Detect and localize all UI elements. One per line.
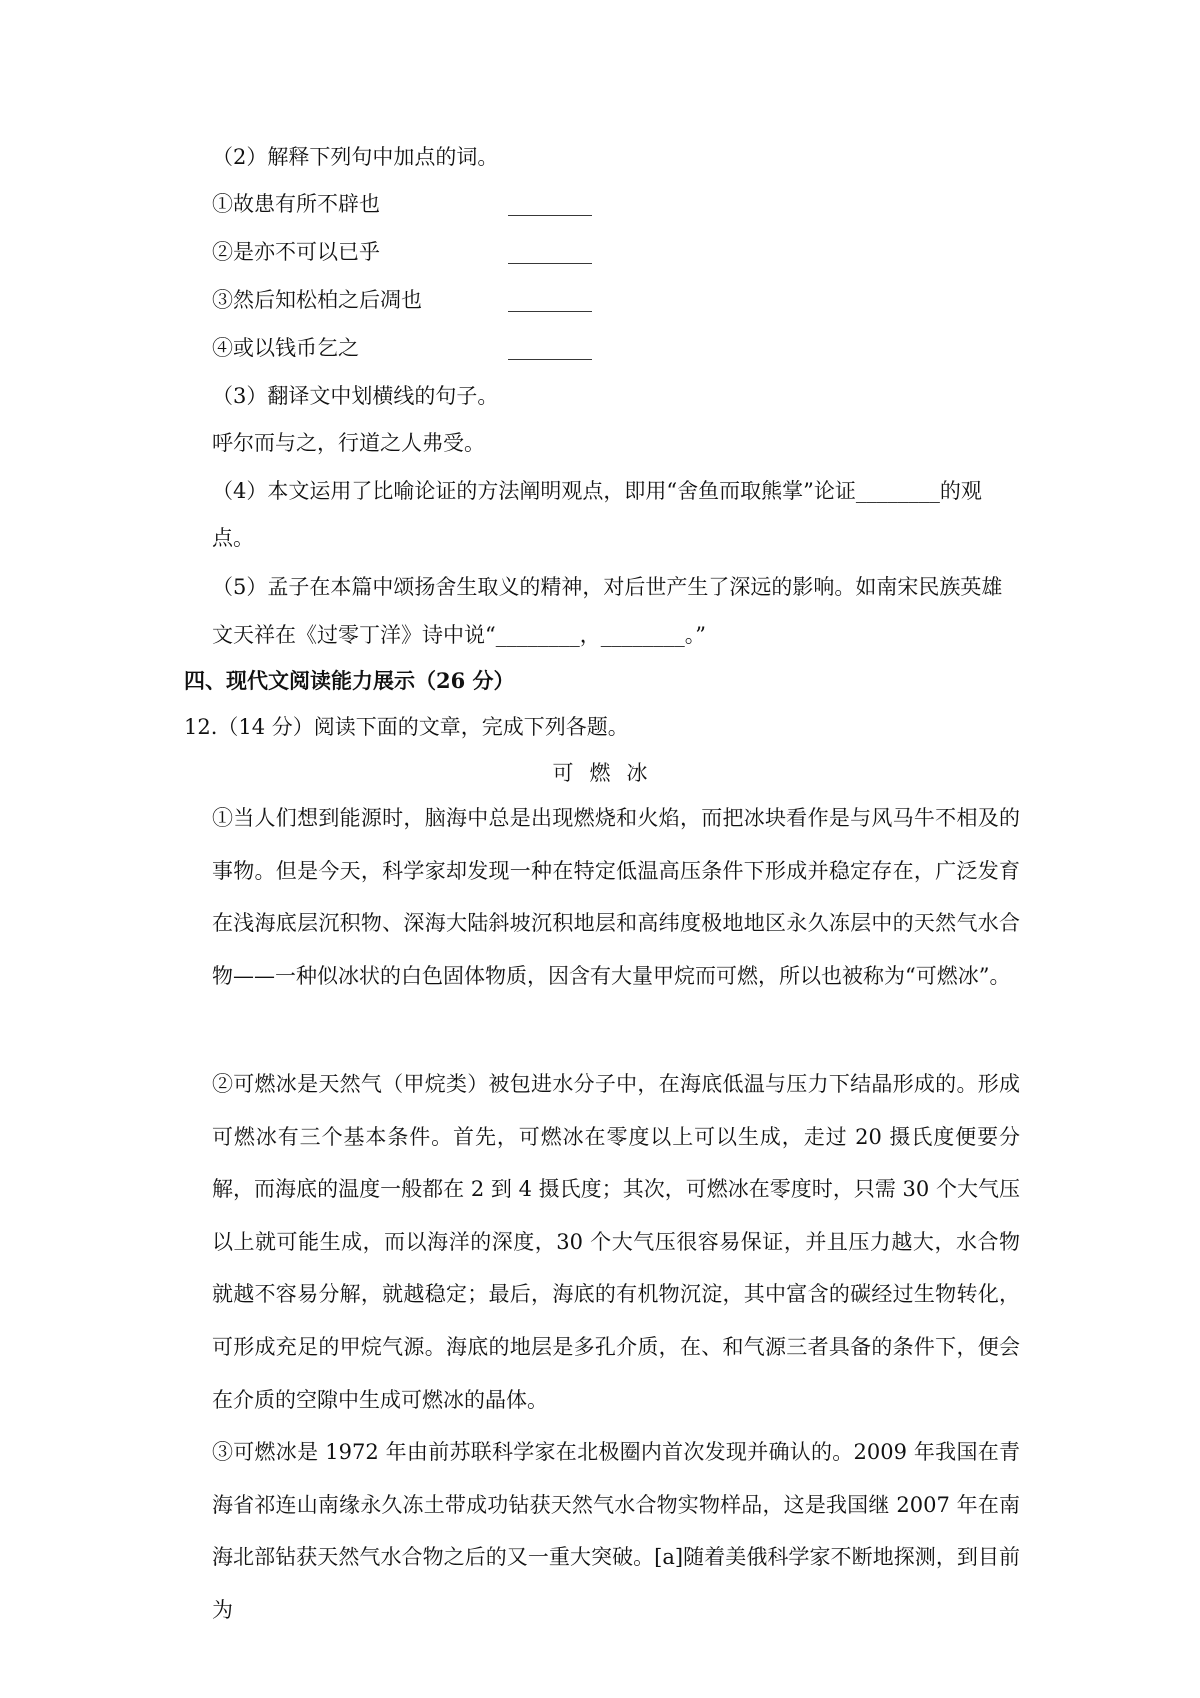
- q4-line-2: 点。: [212, 526, 254, 550]
- q2-heading: （2）解释下列句中加点的词。: [212, 145, 499, 169]
- q3-sentence: 呼尔而与之，行道之人弗受。: [212, 431, 485, 455]
- q2-item-2: ②是亦不可以已乎: [212, 240, 380, 264]
- q2-item-1-blank: ________: [508, 192, 592, 216]
- q2-item-2-blank: ________: [508, 240, 592, 264]
- q2-item-3-blank: ________: [508, 288, 592, 312]
- q2-item-1: ①故患有所不辟也: [212, 192, 380, 216]
- q3-heading: （3）翻译文中划横线的句子。: [212, 384, 499, 408]
- q12-intro: 12.（14 分）阅读下面的文章，完成下列各题。: [184, 715, 629, 739]
- article-paragraph-3: ③可燃冰是 1972 年由前苏联科学家在北极圈内首次发现并确认的。2009 年我国在青海省祁连山南缘永久冻土带成功钻获天然气水合物实物样品，这是我国继 2007 年在南海北部钻获天然气水合物之后的又一重大突破。[a]随着美俄科学家不断地探测，到目前为: [212, 1440, 1020, 1622]
- q5-line-2: 文天祥在《过零丁洋》诗中说“________，________。”: [212, 623, 706, 647]
- q4-line-1: （4）本文运用了比喻论证的方法阐明观点，即用“舍鱼而取熊掌”论证________的观: [212, 479, 982, 503]
- q2-item-4-blank: ________: [508, 336, 592, 360]
- article-paragraph-2: ②可燃冰是天然气（甲烷类）被包进水分子中，在海底低温与压力下结晶形成的。形成可燃冰有三个基本条件。首先，可燃冰在零度以上可以生成，走过 20 摄氏度便要分解，而海底的温度一般都在 2 到 4 摄氏度；其次，可燃冰在零度时，只需 30 个大气压以上就可能生成，而以海洋的深度，30 个大气压很容易保证，并且压力越大，水合物就越不容易分解，就越稳定；最后，海底的有机物沉淀，其中富含的碳经过生物转化，可形成充足的甲烷气源。海底的地层是多孔介质，在、和气源三者具备的条件下，便会在介质的空隙中生成可燃冰的晶体。: [212, 1072, 1020, 1412]
- q2-item-4: ④或以钱币乞之: [212, 336, 359, 360]
- q2-item-3: ③然后知松柏之后凋也: [212, 288, 422, 312]
- article-paragraph-1: ①当人们想到能源时，脑海中总是出现燃烧和火焰，而把冰块看作是与风马牛不相及的事物。但是今天，科学家却发现一种在特定低温高压条件下形成并稳定存在，广泛发育在浅海底层沉积物、深海大陆斜坡沉积地层和高纬度极地地区永久冻层中的天然气水合物——一种似冰状的白色固体物质，因含有大量甲烷而可燃，所以也被称为“可燃冰”。: [212, 806, 1020, 988]
- section-4-heading: 四、现代文阅读能力展示（26 分）: [184, 668, 515, 693]
- article-title: 可燃冰: [552, 761, 664, 785]
- q5-line-1: （5）孟子在本篇中颂扬舍生取义的精神，对后世产生了深远的影响。如南宋民族英雄: [212, 575, 1003, 599]
